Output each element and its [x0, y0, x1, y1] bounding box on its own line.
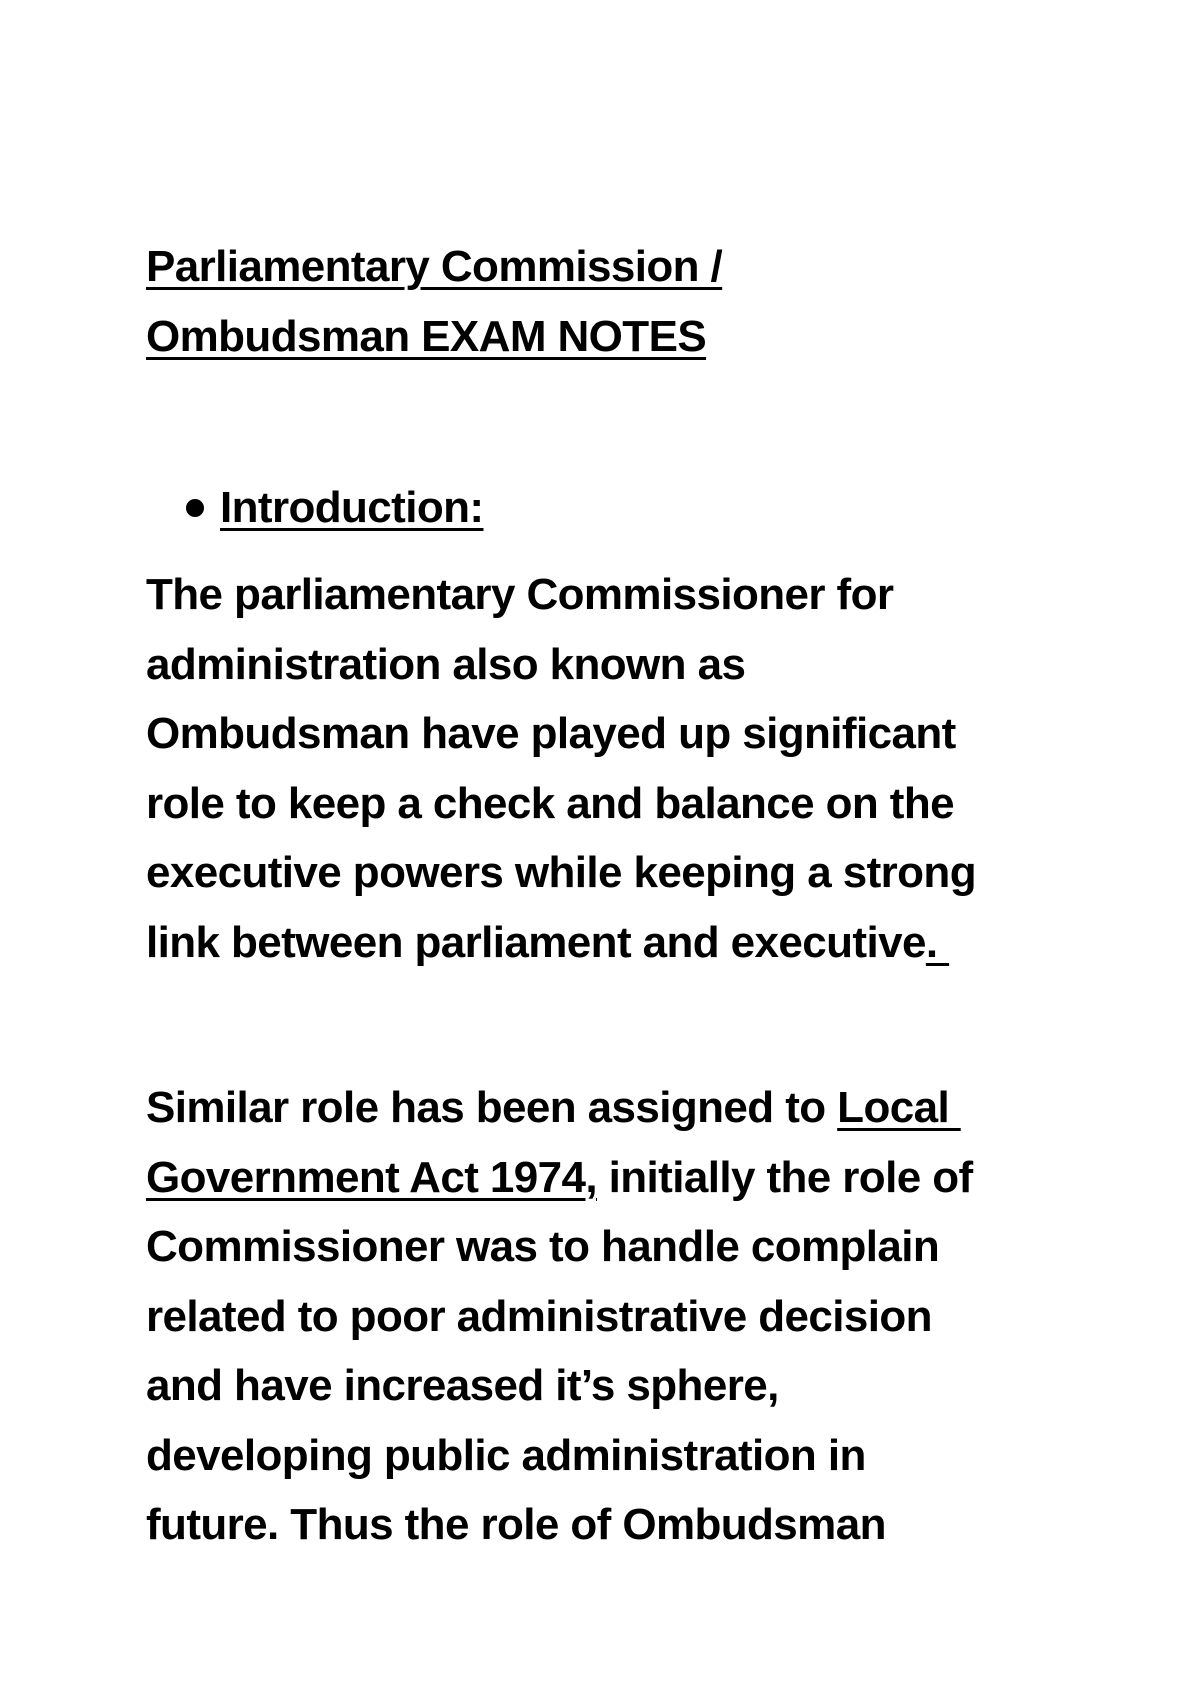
paragraph-line: role to keep a check and balance on the: [146, 778, 954, 828]
act-reference: Government Act 1974,: [146, 1152, 597, 1202]
paragraph-line-text: link between parliament and executive: [146, 917, 926, 967]
paragraph-line: Ombudsman have played up significant: [146, 709, 956, 758]
paragraph-line: [146, 1073, 1106, 1143]
title-line: Ombudsman EXAM NOTES: [146, 311, 707, 361]
title-line: Parliamentary Commission /: [146, 242, 723, 291]
paragraph-line: developing public administration in: [146, 1430, 866, 1480]
paragraph-text: initially the role of: [597, 1152, 973, 1202]
paragraph-text: Similar role has been assigned to: [146, 1083, 838, 1132]
section-bullet: [186, 473, 483, 543]
paragraph-line: Commissioner was to handle complain: [146, 1222, 940, 1271]
section-heading: Introduction:: [220, 482, 484, 532]
paragraph-line: The parliamentary Commissioner for: [146, 570, 894, 619]
paragraph-line: executive powers while keeping a strong: [146, 848, 976, 897]
paragraph-line: and have increased it’s sphere,: [146, 1361, 779, 1410]
paragraph-line: related to poor administrative decision: [146, 1291, 932, 1341]
paragraph-line: future. Thus the role of Ombudsman: [146, 1500, 886, 1549]
paragraph-intro: [146, 560, 1106, 977]
paragraph-local-government: [146, 1073, 1106, 1560]
paragraph-line: administration also known as: [146, 639, 746, 689]
document-title: [146, 232, 1106, 371]
paragraph-line: [146, 1143, 1106, 1213]
act-reference: Local: [837, 1083, 961, 1132]
paragraph-end-mark: .: [925, 917, 950, 967]
paragraph-line-last: [146, 908, 1106, 978]
bullet-icon: [186, 499, 204, 517]
